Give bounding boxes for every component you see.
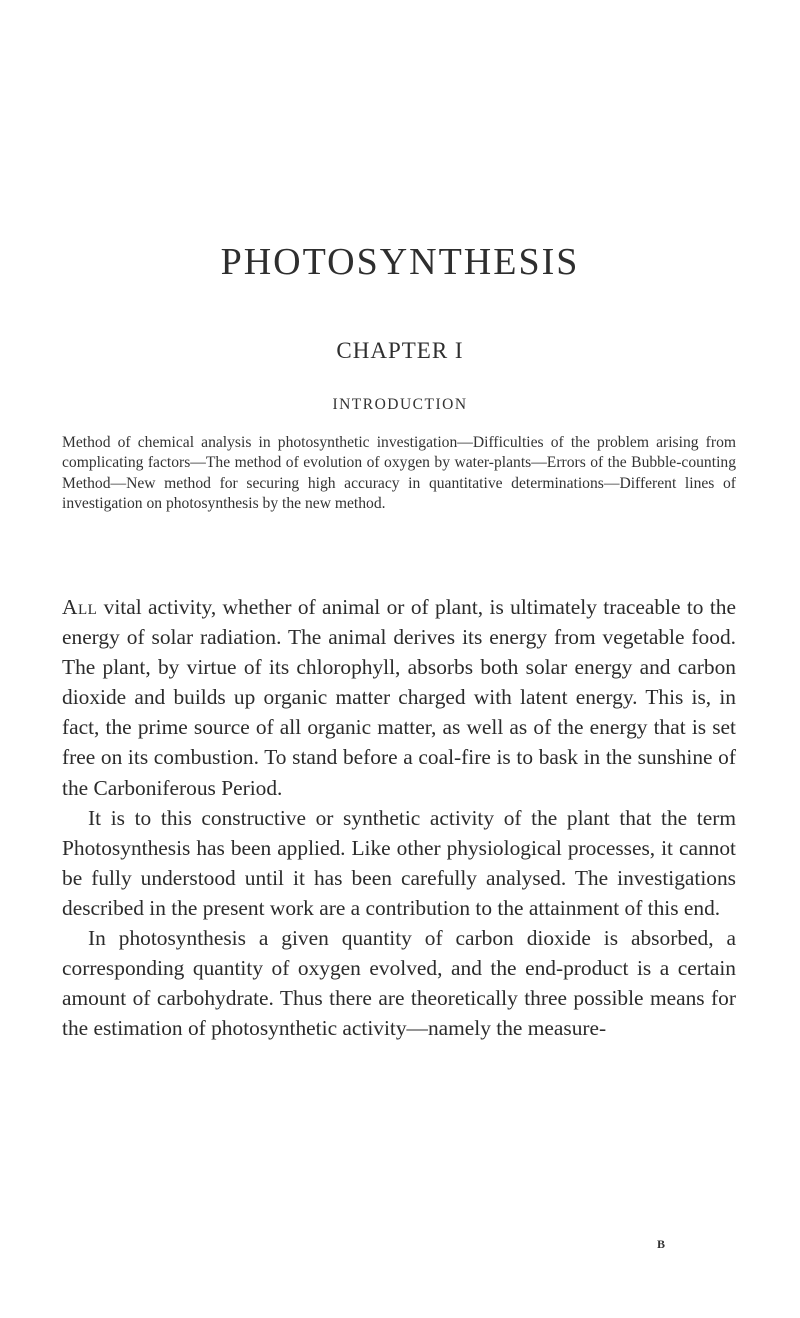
paragraph-1 (62, 592, 736, 803)
body-text (62, 592, 736, 1043)
paragraph-lead-word: All (62, 595, 98, 619)
chapter-heading: CHAPTER I (336, 338, 464, 363)
paragraph-1-text: vital activity, whether of animal or of plant, is ultimately traceable to the energy of solar radiation. The animal derives its energy from vegetable food. The plant, by virtue of its chlorophyll, absorbs both solar energy and carbon dioxide and builds up organic matter charged with latent energy. This is, in fact, the prime source of all organic matter, as well as of the energy that is set free on its combustion. To stand before a coal-fire is to bask in the sunshine of the Carboniferous Period. (62, 595, 736, 800)
paragraph-2: It is to this constructive or synthetic activity of the plant that the term Photosynthesis has been applied. Like other physiological processes, it cannot be fully understood until it has been carefully analysed. The investigations described in the present work are a contribution to the attainment of this end. (62, 805, 736, 920)
chapter-synopsis: Method of chemical analysis in photosynthetic investigation—Difficulties of the problem arising from complicating factors—The method of evolution of oxygen by water-plants—Errors of the Bubble-counting Method—New method for securing high accuracy in quantitative determinations—Different lines of investigation on photosynthesis by the new method. (62, 434, 736, 513)
section-heading: INTRODUCTION (332, 396, 468, 413)
book-title: PHOTOSYNTHESIS (220, 241, 580, 283)
signature-mark: B (657, 1237, 666, 1251)
paragraph-3: In photosynthesis a given quantity of carbon dioxide is absorbed, a corresponding quantity of oxygen evolved, and the end-product is a certain amount of carbohydrate. Thus there are theoretically three possible means for the estimation of photosynthetic activity—namely the measure- (62, 926, 736, 1041)
